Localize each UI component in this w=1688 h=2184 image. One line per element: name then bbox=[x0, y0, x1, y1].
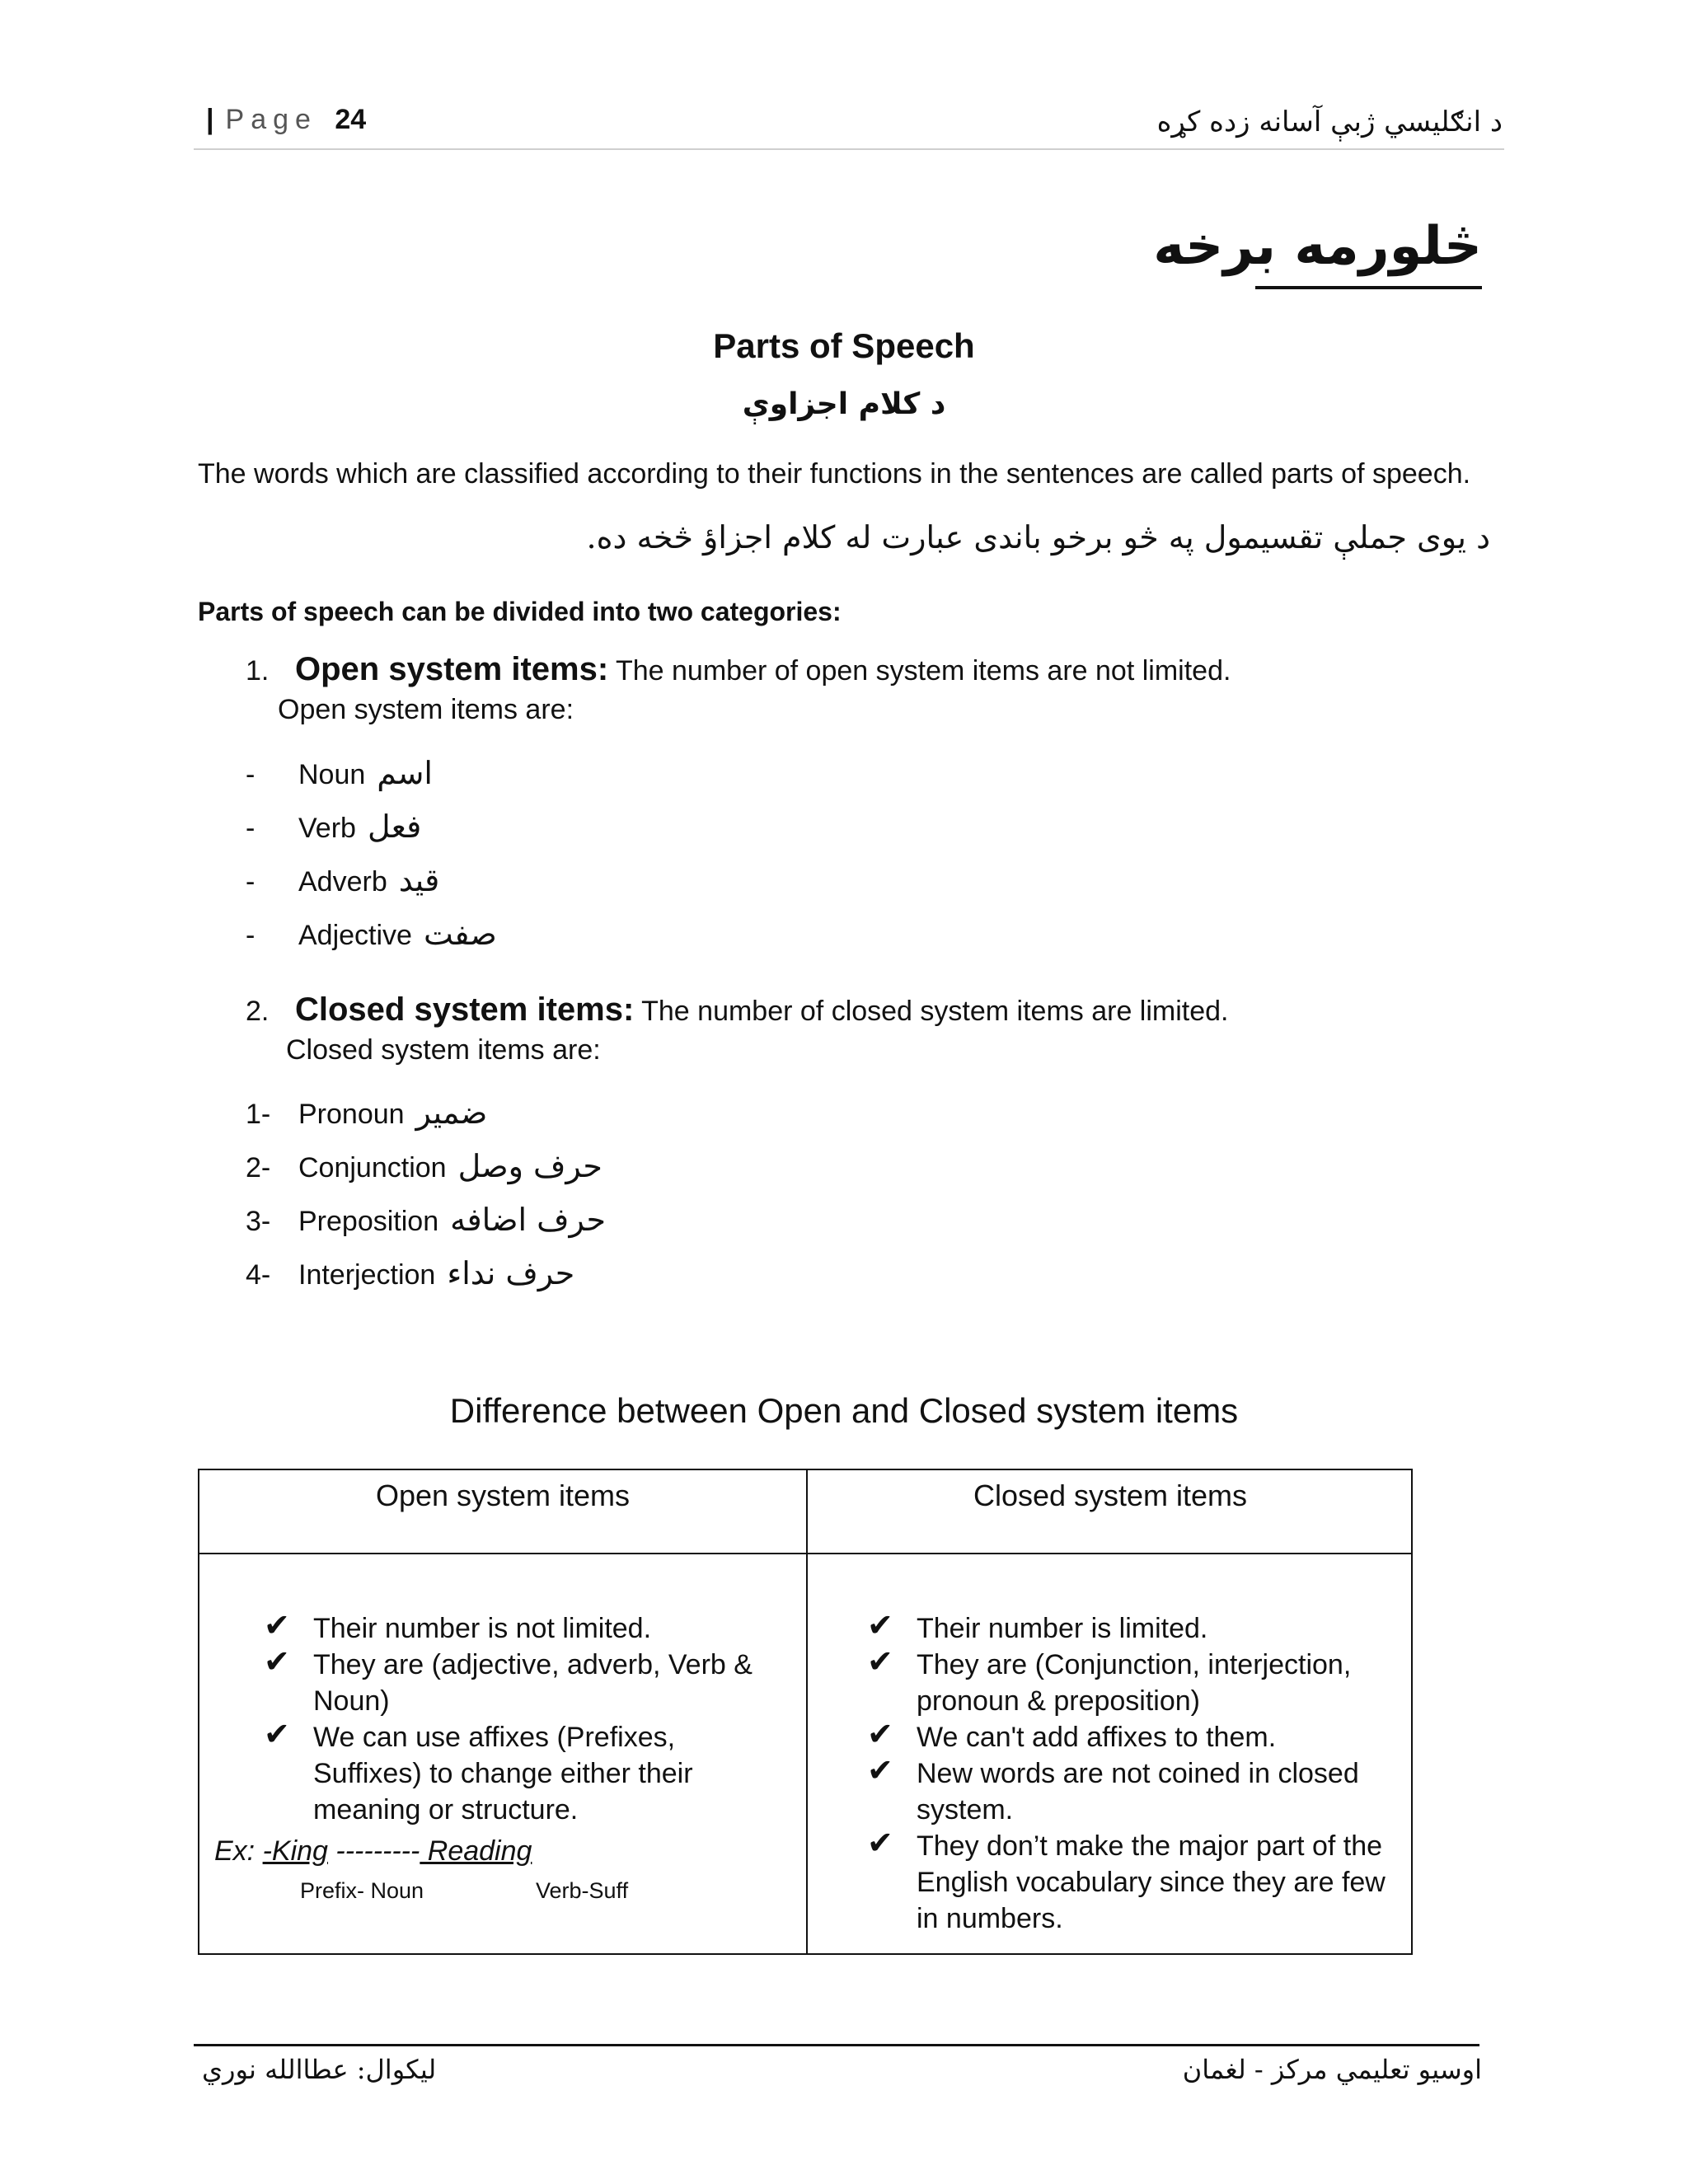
list-item: ✔ We can't add affixes to them. bbox=[867, 1716, 1277, 1753]
list-item: ✔ New words are not coined in closed system. bbox=[867, 1752, 1359, 1825]
list-item: - Adverb قید bbox=[246, 862, 440, 898]
list-item: - Verb فعل bbox=[246, 808, 422, 845]
open-sub-label: Open system items are: bbox=[278, 694, 574, 725]
section-heading: Parts of Speech bbox=[713, 326, 975, 365]
list-item: ✔ They are (Conjunction, interjection, pronoun & preposition) bbox=[867, 1643, 1352, 1717]
page-bar: | bbox=[206, 104, 214, 135]
table-header-closed: Closed system items bbox=[973, 1479, 1248, 1512]
closed-number: 2. bbox=[246, 996, 270, 1027]
checkmark-icon: ✔ bbox=[264, 1643, 290, 1680]
categories-label: Parts of speech can be divided into two categories: bbox=[198, 597, 842, 626]
list-item: - Noun اسم bbox=[246, 755, 433, 791]
closed-points-cell bbox=[867, 1607, 1395, 1937]
intro-text-pashto: د یوی جملې تقسیمول په څو برخو باندی عبارت له کلام اجزاؤ څخه ده. bbox=[586, 519, 1490, 555]
list-item: ✔ Their number is limited. bbox=[867, 1607, 1208, 1644]
example-line: Ex: -King --------- Reading bbox=[214, 1835, 532, 1867]
list-item: 2- Conjunction حرف وصل bbox=[246, 1148, 603, 1184]
open-number: 1. bbox=[246, 655, 270, 687]
list-item: ✔ We can use affixes (Prefixes, Suffixes) to change either their meaning or structure. bbox=[264, 1716, 693, 1825]
list-item: ✔ Their number is not limited. bbox=[264, 1607, 652, 1644]
list-item: 4- Interjection حرف نداء bbox=[246, 1255, 575, 1291]
comparison-table bbox=[198, 1469, 1413, 1955]
table-header-open: Open system items bbox=[375, 1479, 631, 1512]
checkmark-icon: ✔ bbox=[867, 1643, 893, 1680]
footer-author: لیکوال: عطاالله نوري bbox=[202, 2054, 437, 2085]
checkmark-icon: ✔ bbox=[264, 1607, 290, 1643]
page-number: 24 bbox=[335, 104, 367, 135]
closed-title: Closed system items: bbox=[295, 991, 635, 1028]
example-label-suffix: Verb-Suff bbox=[536, 1878, 629, 1903]
open-points-cell bbox=[214, 1607, 791, 1903]
example-labels bbox=[264, 1872, 791, 1902]
list-item: - Adjective صفت bbox=[246, 916, 497, 952]
chapter-title: څلورمه برخه bbox=[1153, 216, 1482, 277]
book-title: د انګلیسي ژبې آسانه زده کړه bbox=[1156, 105, 1503, 138]
checkmark-icon: ✔ bbox=[867, 1716, 893, 1752]
page-word: Page bbox=[225, 104, 317, 135]
closed-desc: The number of closed system items are limited. bbox=[641, 996, 1229, 1027]
open-desc: The number of open system items are not limited. bbox=[615, 655, 1231, 687]
checkmark-icon: ✔ bbox=[867, 1607, 893, 1643]
checkmark-icon: ✔ bbox=[867, 1752, 893, 1788]
table-column-divider bbox=[806, 1470, 808, 1953]
list-item: 3- Preposition حرف اضافه bbox=[246, 1202, 606, 1238]
list-item: ✔ They are (adjective, adverb, Verb & Noun) bbox=[264, 1643, 753, 1717]
example-label-prefix: Prefix- Noun bbox=[300, 1878, 424, 1903]
closed-sub-label: Closed system items are: bbox=[286, 1034, 601, 1066]
table-header-divider bbox=[199, 1553, 1411, 1554]
closed-system-heading bbox=[246, 991, 1229, 1029]
intro-text: The words which are classified according to their functions in the sentences are called parts of speech. bbox=[198, 458, 1471, 490]
list-item: ✔ They don’t make the major part of the English vocabulary since they are few in numbers. bbox=[867, 1825, 1386, 1934]
difference-heading: Difference between Open and Closed system items bbox=[449, 1391, 1239, 1430]
section-heading-pashto: د کلام اجزاوې bbox=[742, 387, 946, 421]
page-number-label bbox=[206, 104, 366, 136]
list-item: 1- Pronoun ضمیر bbox=[246, 1094, 488, 1131]
checkmark-icon: ✔ bbox=[867, 1825, 893, 1861]
header-divider bbox=[194, 148, 1504, 150]
footer-center: اوسیو تعلیمي مرکز - لغمان bbox=[1182, 2054, 1482, 2085]
footer-divider bbox=[194, 2044, 1479, 2046]
open-system-heading bbox=[246, 651, 1231, 688]
checkmark-icon: ✔ bbox=[264, 1716, 290, 1752]
open-title: Open system items: bbox=[295, 651, 609, 687]
chapter-title-underline bbox=[1255, 286, 1482, 289]
